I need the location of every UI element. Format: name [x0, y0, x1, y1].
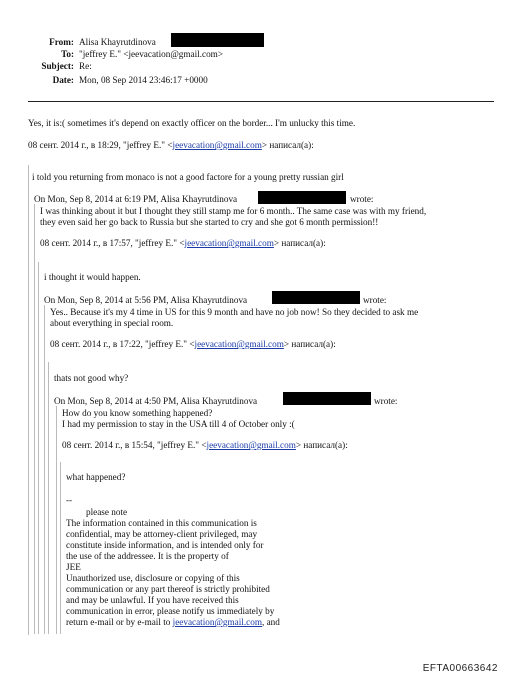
disclaimer-line: Unauthorized use, disclosure or copying of this	[66, 573, 240, 583]
header-divider	[28, 101, 494, 102]
quote-bar	[34, 204, 35, 634]
date-label: Date:	[52, 75, 74, 85]
quote-date: 08 сент. 2014 г., в 17:22, "jeffrey E." <	[50, 339, 195, 349]
from-value: Alisa Khayrutdinova	[79, 37, 156, 47]
email-link[interactable]: jeevacation@gmail.com	[184, 238, 274, 248]
to-label: To:	[61, 49, 74, 59]
redaction-box	[272, 291, 360, 304]
email-link[interactable]: jeevacation@gmail.com	[206, 440, 296, 450]
message-body: I had my permission to stay in the USA till 4 of October only :(	[62, 419, 295, 429]
disclaimer-line: confidential, may be attorney-client privileged, may	[66, 529, 258, 539]
email-link[interactable]: jeevacation@gmail.com	[194, 339, 284, 349]
redaction-box	[258, 191, 346, 204]
quote-author: On Mon, Sep 8, 2014 at 5:56 PM, Alisa Khayrutdinova	[44, 295, 248, 305]
quote-author: On Mon, Sep 8, 2014 at 6:19 PM, Alisa Khayrutdinova	[34, 194, 238, 204]
message-body: Yes, it is:( sometimes it's depend on exactly officer on the border... I'm unlucky this time.	[28, 118, 356, 128]
quote-attribution	[28, 140, 314, 151]
message-body: what happened?	[66, 472, 126, 482]
quote-suffix: wrote:	[350, 194, 374, 204]
quote-attribution	[44, 295, 247, 306]
subject-label: Subject:	[41, 61, 74, 71]
quote-bar	[38, 262, 39, 634]
quote-bar	[56, 406, 57, 634]
quote-author: On Mon, Sep 8, 2014 at 4:50 PM, Alisa Khayrutdinova	[54, 396, 258, 406]
redaction-box	[283, 392, 371, 405]
quote-bar	[28, 165, 29, 635]
disclaimer-line: and may be unlawful. If you have received this	[66, 595, 239, 605]
quote-attribution	[40, 238, 326, 249]
disclaimer-line: JEE	[66, 562, 81, 572]
quote-bar	[48, 362, 49, 634]
subject-value: Re:	[79, 61, 92, 71]
email-link[interactable]: jeevacation@gmail.com	[172, 140, 262, 150]
to-value: "jeffrey E." <jeevacation@gmail.com>	[79, 49, 224, 59]
quote-date: 08 сент. 2014 г., в 15:54, "jeffrey E." <	[62, 440, 207, 450]
message-body: they even said her go back to Russia but she started to cry and she got 6 month permission!!	[40, 217, 379, 227]
email-link[interactable]: jeevacation@gmail.com	[172, 617, 262, 627]
signature-dashes: --	[66, 495, 73, 505]
quote-bar	[44, 305, 45, 634]
date-value: Mon, 08 Sep 2014 23:46:17 +0000	[79, 75, 208, 85]
quote-suffix: wrote:	[374, 396, 398, 406]
quote-attribution	[50, 339, 336, 350]
disclaimer-text: return e-mail or by e-mail to	[66, 617, 173, 627]
message-body: How do you know something happened?	[62, 408, 213, 418]
message-body: i told you returning from monaco is not a good factore for a young pretty russian girl	[32, 172, 344, 182]
quote-attribution	[34, 194, 237, 205]
quote-suffix: > написал(а):	[273, 238, 326, 248]
disclaimer-line: communication or any part thereof is strictly prohibited	[66, 584, 270, 594]
signature-note: please note	[86, 507, 128, 517]
disclaimer-line: constitute inside information, and is intended only for	[66, 540, 264, 550]
quote-date: 08 сент. 2014 г., в 17:57, "jeffrey E." <	[40, 238, 185, 248]
quote-bar	[60, 462, 61, 634]
quote-attribution	[62, 440, 348, 451]
disclaimer-line: The information contained in this communication is	[66, 518, 257, 528]
disclaimer-line: the use of the addressee. It is the property of	[66, 551, 229, 561]
message-body: thats not good why?	[54, 373, 129, 383]
message-body: I was thinking about it but I thought they still stamp me for 6 month.. The same case was with my friend,	[40, 206, 427, 216]
document-id: EFTA00663642	[422, 663, 498, 674]
message-body: about everything in special room.	[50, 318, 174, 328]
quote-attribution	[54, 396, 257, 407]
message-body: i thought it would happen.	[44, 272, 141, 282]
disclaimer-line	[66, 617, 280, 628]
disclaimer-text: , and	[261, 617, 280, 627]
quote-suffix: > написал(а):	[295, 440, 348, 450]
from-label: From:	[49, 37, 74, 47]
redaction-box	[171, 33, 264, 47]
disclaimer-line: communication in error, please notify us immediately by	[66, 606, 275, 616]
message-body: Yes.. Because it's my 4 time in US for this 9 month and have no job now! So they decided to ask me	[50, 307, 419, 317]
quote-suffix: wrote:	[363, 295, 387, 305]
quote-suffix: > написал(а):	[261, 140, 314, 150]
quote-suffix: > написал(а):	[283, 339, 336, 349]
quote-date: 08 сент. 2014 г., в 18:29, "jeffrey E." <	[28, 140, 173, 150]
